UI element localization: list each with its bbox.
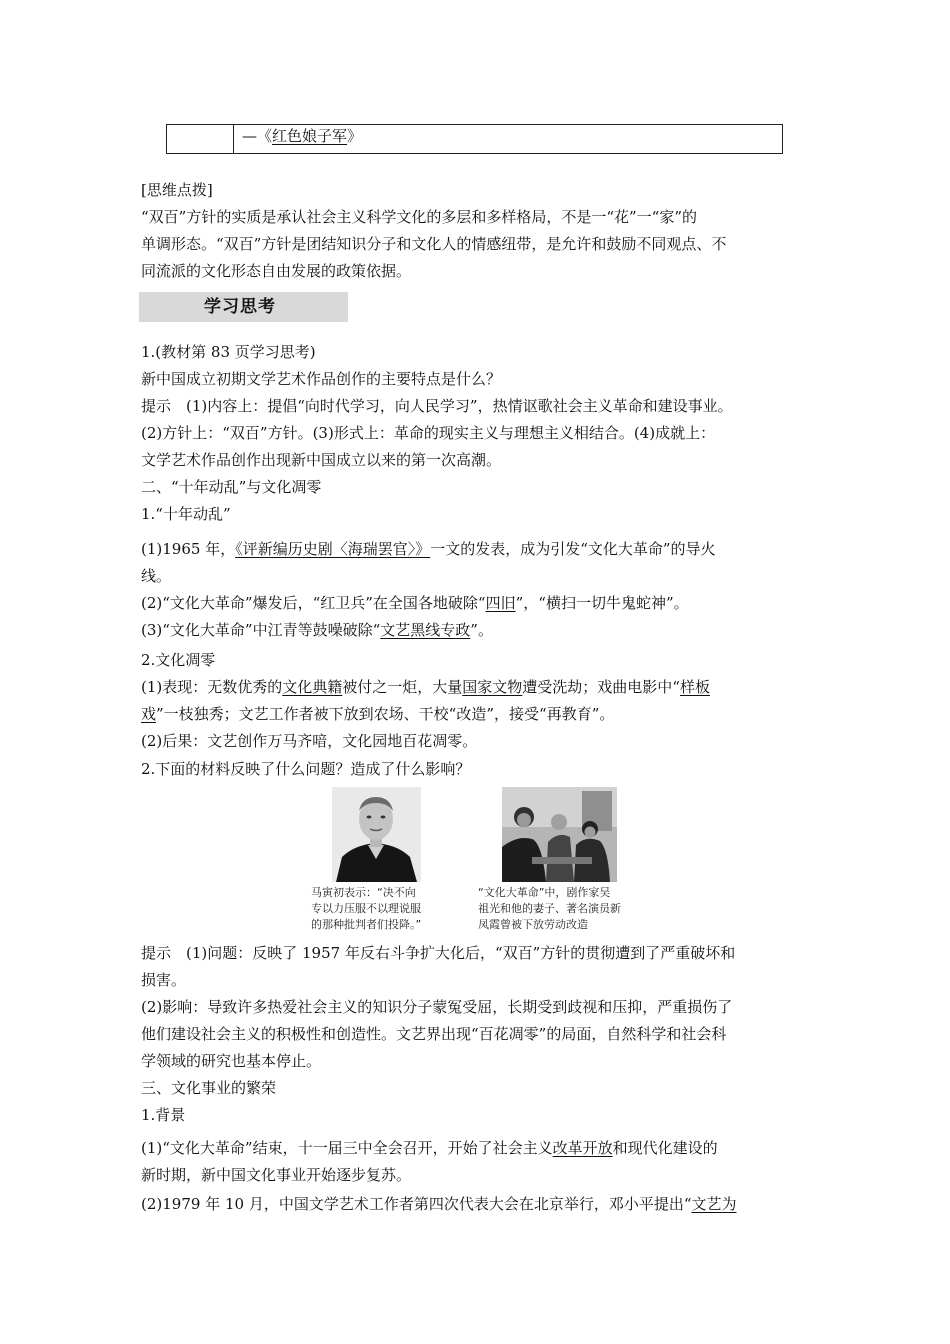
part2-p2: (2)“文化大革命”爆发后，“红卫兵”在全国各地破除“四旧”，“横扫一切牛鬼蛇神”。: [141, 594, 689, 612]
part3-b1: (1)“文化大革命”结束，十一届三中全会召开，开始了社会主义改革开放和现代化建设的: [141, 1139, 718, 1157]
part2-r2: (2)后果：文艺创作万马齐喑，文化园地百花凋零。: [141, 732, 478, 750]
underlined-term: 文化典籍: [282, 678, 343, 696]
caption-right: “文化大革命”中，剧作家吴 祖光和他的妻子、著名演员新 凤霞曾被下放劳动改造: [478, 886, 621, 931]
table-cell-empty: [167, 125, 234, 153]
underlined-term: 《评新编历史剧〈海瑞罢官〉》: [235, 540, 431, 558]
group-photo: [502, 787, 617, 882]
q2-answer-line: 学领域的研究也基本停止。: [141, 1052, 322, 1070]
underlined-term: 四旧: [485, 594, 516, 612]
part3-b1-cont: 新时期，新中国文化事业开始逐步复苏。: [141, 1166, 412, 1184]
part2-p1: (1)1965 年，《评新编历史剧〈海瑞罢官〉》一文的发表，成为引发“文化大革命”的导火: [141, 540, 716, 558]
part3-sub1: 1.背景: [141, 1106, 186, 1124]
underlined-term: 文艺黑线专政: [380, 621, 471, 639]
table-suffix: 》: [347, 127, 363, 145]
thinking-line: 单调形态。“双百”方针是团结知识分子和文化人的情感纽带，是允许和鼓励不同观点、不: [141, 235, 727, 253]
thinking-line: 同流派的文化形态自由发展的政策依据。: [141, 262, 412, 280]
part2-r1-cont: 戏”一枝独秀；文艺工作者被下放到农场、干校“改造”，接受“再教育”。: [141, 705, 615, 723]
part3-heading: 三、文化事业的繁荣: [141, 1079, 277, 1097]
table-prefix: —《: [242, 127, 273, 145]
q2-answer-line: (2)影响：导致许多热爱社会主义的知识分子蒙冤受屈，长期受到歧视和压抑，严重损伤了: [141, 998, 733, 1016]
section-title: 学习思考: [139, 292, 348, 322]
table-cell-content: [234, 125, 782, 153]
underlined-term: 样板: [679, 678, 710, 696]
thinking-label: [思维点拨]: [141, 181, 213, 199]
q1-answer-line: 文学艺术作品创作出现新中国成立以来的第一次高潮。: [141, 451, 502, 469]
underlined-term: 文艺为: [691, 1195, 737, 1213]
q1-source: 1.(教材第 83 页学习思考): [141, 343, 316, 361]
q1-question: 新中国成立初期文学艺术作品创作的主要特点是什么？: [141, 370, 502, 388]
portrait-photo-illustration: [332, 787, 421, 882]
q2-answer-line: 损害。: [141, 971, 187, 989]
underlined-term: 国家文物: [462, 678, 523, 696]
part2-r1: (1)表现：无数优秀的文化典籍被付之一炬，大量国家文物遭受洗劫；戏曲电影中“样板: [141, 678, 710, 696]
part2-sub1: 1.“十年动乱”: [141, 505, 231, 523]
underlined-term: 改革开放: [552, 1139, 613, 1157]
underlined-term: 戏: [141, 705, 157, 723]
part2-p3: (3)“文化大革命”中江青等鼓噪破除“文艺黑线专政”。: [141, 621, 493, 639]
table-fragment: [166, 124, 783, 154]
thinking-line: “双百”方针的实质是承认社会主义科学文化的多层和多样格局，不是一“花”一“家”的: [141, 208, 698, 226]
q1-answer-line: 提示 (1)内容上：提倡“向时代学习，向人民学习”，热情讴歌社会主义革命和建设事业。: [141, 397, 733, 415]
q2-answer-line: 提示 (1)问题：反映了 1957 年反右斗争扩大化后，“双百”方针的贯彻遭到了严重破坏和: [141, 944, 736, 962]
q2-answer-line: 他们建设社会主义的积极性和创造性。文艺界出现“百花凋零”的局面，自然科学和社会科: [141, 1025, 727, 1043]
part3-b2: (2)1979 年 10 月，中国文学艺术工作者第四次代表大会在北京举行，邓小平提出“文艺为: [141, 1195, 737, 1213]
part2-sub2: 2.文化凋零: [141, 651, 216, 669]
part2-heading: 二、“十年动乱”与文化凋零: [141, 478, 322, 496]
portrait-photo: [332, 787, 421, 882]
q2-question: 2.下面的材料反映了什么问题？造成了什么影响？: [141, 760, 471, 778]
table-title: 红色娘子军: [272, 127, 348, 145]
q1-answer-line: (2)方针上：“双百”方针。(3)形式上：革命的现实主义与理想主义相结合。(4)成就上：: [141, 424, 716, 442]
part2-p1-cont: 线。: [141, 567, 172, 585]
caption-left: 马寅初表示：“决不向 专以力压服不以理说服 的那种批判者们投降。”: [311, 886, 422, 931]
group-photo-illustration: [502, 787, 617, 882]
